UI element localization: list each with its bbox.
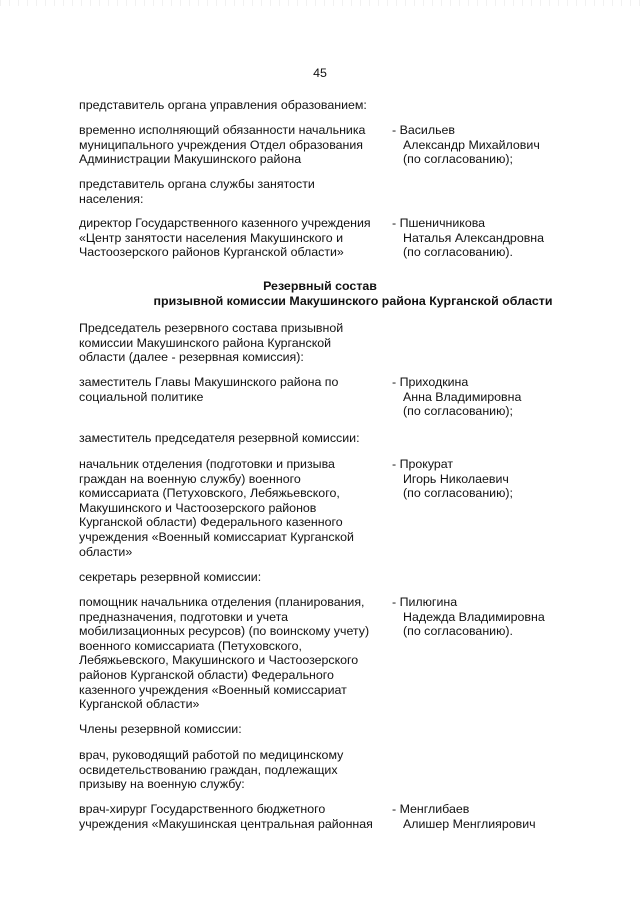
section-line: населения: — [79, 191, 144, 206]
role-line: казенного учреждения «Военный комиссариат — [79, 682, 347, 697]
person-note-line: (по согласованию); — [403, 486, 513, 501]
section-line: комиссии Макушинского района Курганской — [79, 335, 332, 350]
person-name-line: - Пилюгина — [392, 595, 458, 609]
role-education-head — [79, 123, 394, 167]
role-line: начальник отделения (подготовки и призыва — [79, 457, 335, 471]
role-line: области» — [79, 544, 133, 559]
role-employment-director — [79, 216, 394, 260]
role-line: учреждения «Военный комиссариат Курганской — [79, 529, 354, 544]
person-pilyugina — [392, 595, 632, 639]
role-line: комиссариата (Петуховского, Лебяжьевского, — [79, 486, 340, 501]
person-name-line: - Прокурат — [392, 457, 454, 471]
role-line: граждан на военную службу) военного — [79, 471, 301, 486]
members-label: Члены резервной комиссии: — [79, 722, 242, 736]
person-vasilyev — [392, 123, 632, 167]
doctor-label — [79, 748, 394, 792]
person-name-line: Игорь Николаевич — [403, 471, 509, 486]
role-line: помощник начальника отделения (планирования, — [79, 595, 365, 609]
section-line: Председатель резервного состава призывной — [79, 321, 344, 335]
section-line: врач, руководящий работой по медицинскому — [79, 748, 344, 762]
person-menglibaev — [392, 802, 632, 831]
person-name-line: - Приходкина — [392, 375, 469, 389]
section-line: призыву на военную службу: — [79, 777, 245, 792]
person-name-line: - Менглибаев — [392, 802, 470, 816]
role-line: Курганской области» — [79, 697, 200, 712]
person-note-line: (по согласованию). — [403, 245, 513, 260]
person-prokurat — [392, 457, 632, 501]
role-line: заместитель Главы Макушинского района по — [79, 375, 339, 389]
secretary-label: секретарь резервной комиссии: — [79, 570, 262, 584]
page-number: 45 — [313, 66, 327, 80]
role-line: Частоозерского районов Курганской области» — [79, 245, 344, 260]
section-line: представитель органа службы занятости — [79, 177, 315, 191]
person-name-line: Александр Михайлович — [403, 137, 540, 152]
role-line: временно исполняющий обязанности начальника — [79, 123, 366, 137]
section-line: области (далее - резервная комиссия): — [79, 350, 304, 365]
scan-artifact — [0, 0, 640, 6]
section-label-employment — [79, 177, 394, 206]
person-name-line: Анна Владимировна — [403, 389, 522, 404]
heading-line: Резервный состав — [263, 279, 377, 293]
reserve-heading — [0, 279, 640, 308]
person-name-line: - Пшеничникова — [392, 216, 486, 230]
role-line: муниципального учреждения Отдел образования — [79, 137, 364, 152]
person-note-line: (по согласованию); — [403, 404, 513, 419]
role-line: учреждения «Макушинская центральная районная — [79, 816, 373, 831]
role-line: «Центр занятости населения Макушинского и — [79, 230, 343, 245]
person-name-line: - Васильев — [392, 123, 455, 137]
heading-line: призывной комиссии Макушинского района Курганской области — [153, 293, 553, 308]
person-note-line: (по согласованию). — [403, 624, 513, 639]
role-line: социальной политике — [79, 389, 204, 404]
person-note-line: (по согласованию); — [403, 152, 513, 167]
section-label-education: представитель органа управления образованием: — [79, 98, 367, 112]
role-line: Макушинского и Частоозерского районов — [79, 500, 317, 515]
person-prikhodkina — [392, 375, 632, 419]
person-name-line: Надежда Владимировна — [403, 609, 545, 624]
section-line: освидетельствованию граждан, подлежащих — [79, 762, 338, 777]
person-pshenichnikova — [392, 216, 632, 260]
person-name-line: Алишер Менглиярович — [403, 816, 536, 831]
role-line: директор Государственного казенного учреждения — [79, 216, 371, 230]
role-surgeon — [79, 802, 394, 831]
role-line: предназначения, подготовки и учета — [79, 609, 289, 624]
role-line: врач-хирург Государственного бюджетного — [79, 802, 326, 816]
role-chair — [79, 375, 394, 404]
role-line: мобилизационных ресурсов) (по воинскому учету) — [79, 624, 370, 639]
role-secretary — [79, 595, 394, 712]
role-deputy — [79, 457, 394, 559]
role-line: районов Курганской области) Федерального — [79, 667, 334, 682]
role-line: Курганской области) Федерального казенного — [79, 515, 343, 530]
person-name-line: Наталья Александровна — [403, 230, 545, 245]
deputy-label: заместитель председателя резервной комиссии: — [79, 431, 360, 445]
role-line: военного комиссариата (Петуховского, — [79, 638, 302, 653]
chair-label — [79, 321, 394, 365]
role-line: Администрации Макушинского района — [79, 152, 302, 167]
role-line: Лебяжьевского, Макушинского и Частоозерского — [79, 653, 359, 668]
